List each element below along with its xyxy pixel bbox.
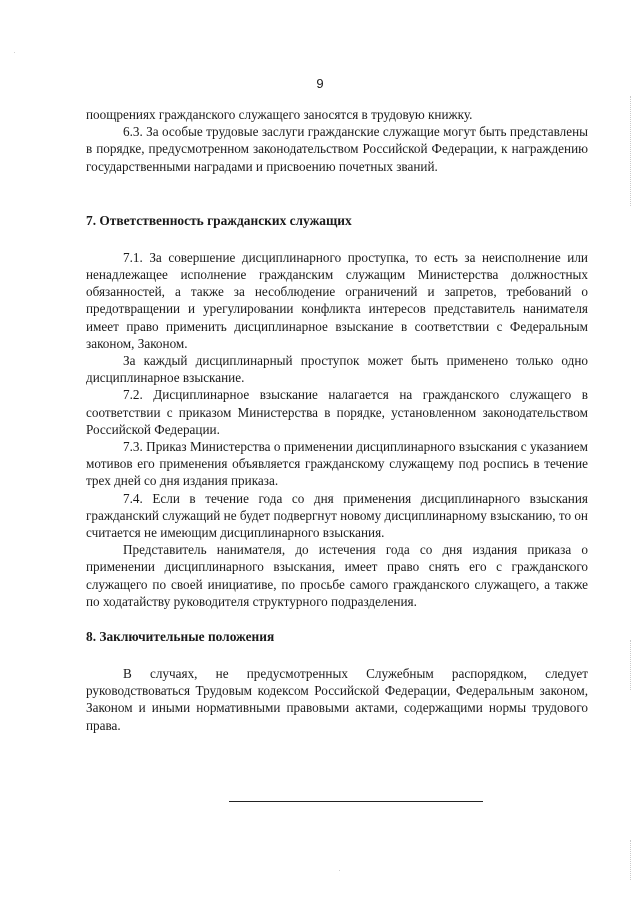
paragraph-final: В случаях, не предусмотренных Служебным распорядком, следует руководствоваться Трудовым кодексом Российской Федерации, Федеральным законом, Законом и иными нормативными правовыми актами, содержащими нормы трудового права. — [86, 666, 588, 733]
closing-rule — [229, 801, 483, 802]
paragraph-removal: Представитель нанимателя, до истечения года со дня издания приказа о применении дисциплинарного взыскания, имеет право снять его с гражданского служащего по своей инициативе, по просьбе самого гражданского служащего, а также по ходатайству руководителя структурного подразделения. — [86, 542, 588, 609]
section-8-heading: 8. Заключительные положения — [86, 629, 275, 645]
paragraph-continuation: поощрениях гражданского служащего заносятся в трудовую книжку. — [86, 107, 473, 122]
scan-margin-marks — [630, 96, 632, 206]
scan-margin-marks — [630, 840, 632, 880]
page-number: 9 — [316, 76, 324, 91]
scan-speck — [14, 52, 15, 53]
section-7-heading: 7. Ответственность гражданских служащих — [86, 212, 352, 228]
paragraph-7-2: 7.2. Дисциплинарное взыскание налагается на гражданского служащего в соответствии с приказом Министерства в порядке, установленном законодательством Российской Федерации. — [86, 387, 588, 437]
paragraph-one-penalty: За каждый дисциплинарный проступок может быть применено только одно дисциплинарное взыскание. — [86, 353, 588, 386]
scan-speck — [339, 870, 340, 871]
document-body — [86, 106, 588, 734]
paragraph-7-3: 7.3. Приказ Министерства о применении дисциплинарного взыскания с указанием мотивов его применения объявляется гражданскому служащему под роспись в течение трех дней со дня издания приказа. — [86, 439, 588, 489]
paragraph-7-4: 7.4. Если в течение года со дня применения дисциплинарного взыскания гражданский служащий не будет подвергнут новому дисциплинарному взысканию, то он считается не имеющим дисциплинарного взыскания. — [86, 490, 588, 541]
scan-margin-marks — [630, 640, 632, 690]
paragraph-7-1: 7.1. За совершение дисциплинарного проступка, то есть за неисполнение или ненадлежащее исполнение гражданским служащим Министерства должностных обязанностей, а также за несоблюдение ограничений и запретов, требований о предотвращении и урегулировании конфликта интересов представитель нанимателя имеет право применить дисциплинарное взыскание в соответствии с Федеральным законом, Законом. — [86, 249, 588, 351]
paragraph-6-3: 6.3. За особые трудовые заслуги гражданские служащие могут быть представлены в порядке, предусмотренном законодательством Российской Федерации, к награждению государственными наградами и присвоению почетных званий. — [86, 124, 588, 174]
